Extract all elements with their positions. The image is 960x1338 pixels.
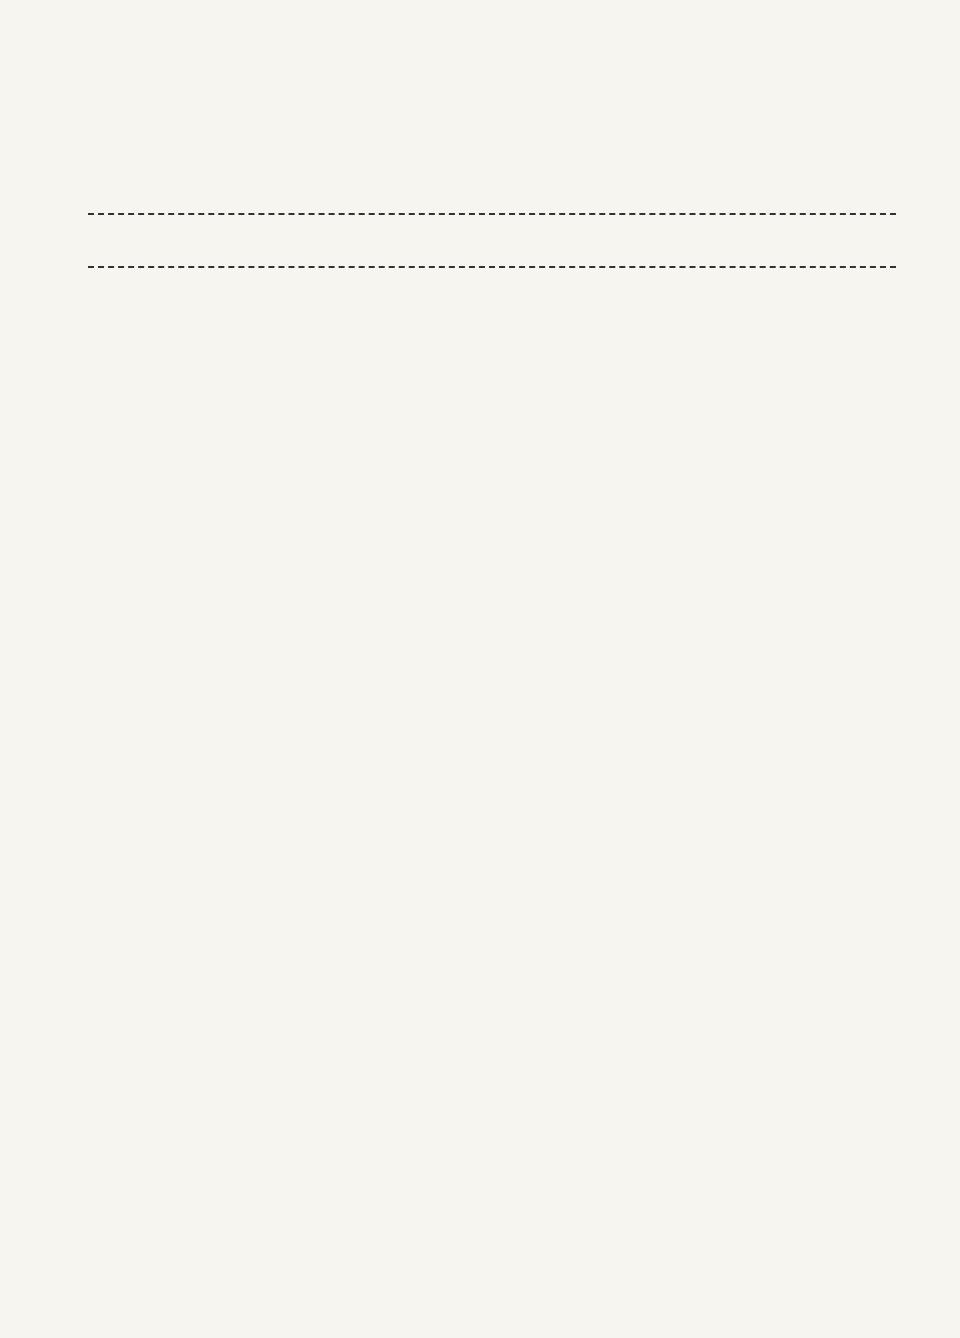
top-rule: [88, 213, 896, 215]
header-rule: [88, 266, 896, 268]
